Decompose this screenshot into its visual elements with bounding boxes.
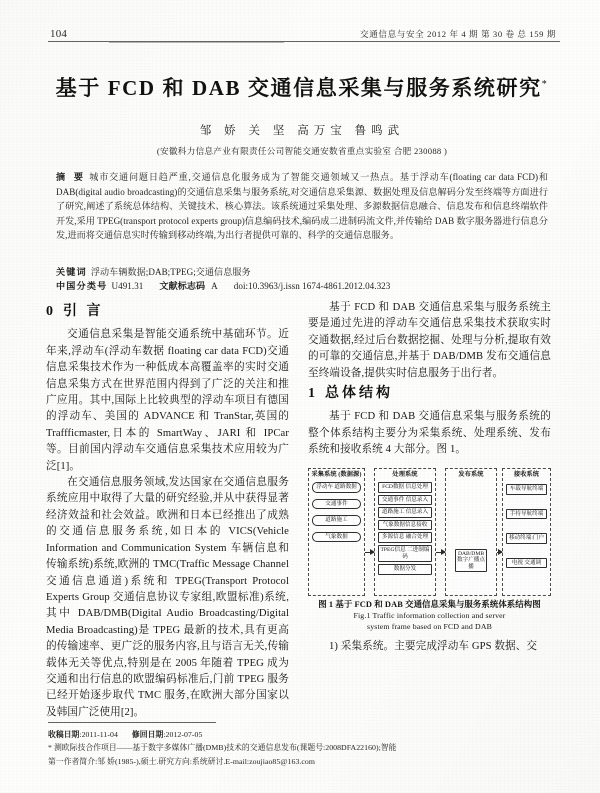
section-number-1: 1 — [308, 386, 315, 402]
figure-box: DAB/DMB 数字广播点播 — [455, 549, 487, 573]
header-rule — [48, 41, 560, 42]
abstract-text: 城市交通问题日趋严重,交通信息化服务成为了智能交通领域又一热点。基于浮动车(floating car data FCD)和 DAB(digital audio broadcasting)的交通信息采集与服务系统,对交通信息采集源、数据处理及信息解码分发至终端等方面进行了研究,阐述了系统总体结构、关键技术、核心算法。该系统通过采集处理、多源数据信息融合、信息发布和信息终端软件开发,采用 TPEG(transport protocol experts group)信息编码技术,编码成二进制码流文件,并传输给 DAB 数字服务器进行信息分发,进而将交通信息实时传输到移动终端,为出行者提供可靠的、科学的交通信息服务。 — [56, 172, 549, 241]
class-number: U491.31 — [111, 281, 144, 291]
section-heading-0 — [46, 304, 289, 320]
abstract-block — [56, 170, 548, 243]
column-left — [46, 300, 289, 721]
footnote-block — [48, 728, 558, 768]
footnote-rule — [48, 722, 216, 723]
section-title-1: 总体结构 — [325, 386, 393, 402]
figure-column-title: 处理系统 — [392, 470, 418, 478]
figure-box: 移动终端:门户 — [506, 533, 547, 544]
received-date: 2011-11-04 — [81, 730, 118, 739]
paragraph: 交通信息采集是智能交通系统中基础环节。近年来,浮动车(浮动车数据 floating car data FCD)交通信息采集技术作为一种低成本高覆盖率的实时交通信息采集方式在世界范围内得到了广泛的关注和推广应用。其中,国际上比较典型的浮动车项目有德国的浮动车、美国的 ADVANCE 和 TranStar,英国的 Traffficmaster,日本的 SmartWay、JARI 和 IPCar 等。目前国内浮动车交通信息采集技术应用较为广泛[1]。 — [46, 329, 289, 472]
figure-arrow — [365, 552, 374, 553]
figure-box: 数据分发 — [378, 564, 432, 575]
figure-column-title: 接收系统 — [513, 470, 540, 478]
footnote-dates: 收稿日期:2011-11-04 修回日期:2012-07-05 — [48, 730, 203, 739]
figure-box: 浮动车 道路数据 — [312, 482, 361, 493]
figure-box: 交通事件 信息录入 — [378, 495, 432, 506]
paragraph: 在交通信息服务领域,发达国家在交通信息服务系统应用中取得了大量的研究经验,并从中获得显著经济效益和社会效益。欧洲和日本已经推出了成熟的交通信息服务系统,如日本的 VICS(Vehicle Information and Communication System 车辆信息和传输系统)系统,欧洲的 TMC(Traffic Message Channel 交通信息通道)系统和 TPEG(Transport Protocol Experts Group 交通信息协议专家组,欧盟标准)系统,其中 DAB/DMB(Digital Audio Broadcasting/Digital Media Broadcasting)是 TPEG 最新的技术,具有更高的传输速率、更广泛的服务内容,且与语言无关,传输载体无关等优点,特别是在 2005 年随着 TPEG 成为交通和出行信息的欧盟编码标准后,门前 TPEG 服务已经开始逐步取代 TMC 服务,在欧洲大部分国家以及韩国广泛使用[2]。 — [46, 477, 289, 718]
class-label: 中国分类号 — [56, 281, 108, 291]
figure-box: FCD数据 信息处理 — [378, 482, 432, 493]
page-folio: 104 — [50, 28, 68, 40]
figure-caption-en-2: system frame based on FCD and DAB — [367, 621, 492, 631]
section-title-0: 引 言 — [63, 304, 104, 319]
doc-code: A — [211, 281, 218, 291]
paragraph-continued: 基于 FCD 和 DAB 交通信息采集与服务系统主要是通过先进的浮动车交通信息采集技术获取实时交通数据,经过后台数据挖掘、处理与分析,提取有效的可靠的交通信息,并基于 DAB/DMB 发布交通信息至终端设备,提供实时信息服务于出行者。 — [308, 302, 551, 379]
abstract-label: 摘 要 — [56, 172, 87, 182]
figure-box: 电视 交通调 — [506, 558, 547, 569]
revised-label: 修回日期 — [131, 730, 164, 739]
figure-diagram — [308, 468, 551, 596]
figure-box: 交通事件 — [312, 499, 361, 510]
figure-column-processing — [374, 468, 436, 596]
revised-date: 2012-07-05 — [165, 730, 203, 739]
column-right — [308, 300, 551, 655]
section-number-0: 0 — [46, 304, 53, 319]
figure-caption — [308, 599, 551, 632]
received-label: 收稿日期 — [48, 730, 80, 739]
keywords-label: 关键词 — [56, 267, 87, 277]
paragraph: 1) 采集系统。主要完成浮动车 GPS 数据、交 — [329, 640, 538, 652]
affiliation: (安徽科力信息产业有限责任公司智能交通安数省重点实验室 合肥 230088 ) — [156, 146, 448, 156]
figure-1 — [308, 468, 551, 632]
classification-line — [56, 279, 548, 292]
page-title — [40, 72, 564, 102]
title-text: 基于 FCD 和 DAB 交通信息采集与服务系统研究 — [55, 76, 542, 100]
figure-box: 气象数据 — [312, 532, 361, 543]
figure-column-publishing — [445, 468, 497, 596]
figure-box: 车载导航终端 — [506, 484, 547, 495]
doi-text: doi:10.3963/j.issn 1674-4861.2012.04.323 — [233, 281, 391, 291]
figure-arrow — [436, 552, 445, 553]
running-head — [44, 24, 560, 40]
figure-caption-cn: 图 1 基于 FCD 和 DAB 交通信息采集与服务系统体系结构图 — [318, 599, 541, 609]
footnote-author-bio: 第一作者简介:邹 娇(1985-),硕士.研究方向:系统研讨.E-mail:zoujiao85@163.com — [48, 756, 315, 766]
figure-column-receiving — [502, 468, 551, 596]
figure-box: 气象数据信息接收 — [378, 520, 432, 531]
figure-caption-en-1: Fig.1 Traffic information collection and server — [353, 610, 506, 620]
journal-issue-line: 交通信息与安全 2012 年 4 期 第 30 卷 总 159 期 — [360, 29, 556, 39]
section-heading-1 — [308, 386, 551, 402]
figure-box: 道路施工 信息录入 — [378, 507, 432, 518]
figure-box: 手持导航终端 — [506, 509, 547, 520]
figure-column-title: 采集系统 (数据源) — [311, 470, 362, 478]
figure-arrow — [497, 552, 502, 553]
keywords-text: 浮动车辆数据;DAB;TPEG;交通信息服务 — [90, 267, 251, 277]
figure-column-title: 发布系统 — [458, 470, 484, 478]
footnote-funding: * 测欧际技合作项目——基于数字多媒体广播(DMB)技术的交通信息发布(课题号:2008DFA22160);智能 — [48, 743, 397, 753]
figure-box: 多源信息 融合处理 — [378, 532, 432, 543]
author-list: 邹 娇 关 坚 高万宝 鲁鸣武 — [199, 125, 405, 137]
doc-code-label: 文献标志码 — [159, 281, 206, 291]
title-footnote-marker: * — [541, 79, 549, 90]
figure-box: 道路施工 — [312, 515, 361, 526]
keywords-line — [56, 265, 548, 278]
paragraph: 基于 FCD 和 DAB 交通信息采集与服务系统的整个体系结构主要分为采集系统、处理系统、发布系统和接收系统 4 大部分。图 1。 — [308, 411, 551, 456]
figure-column-collection — [308, 468, 365, 596]
figure-box: TPEG信息 二进制编码 — [378, 545, 432, 562]
